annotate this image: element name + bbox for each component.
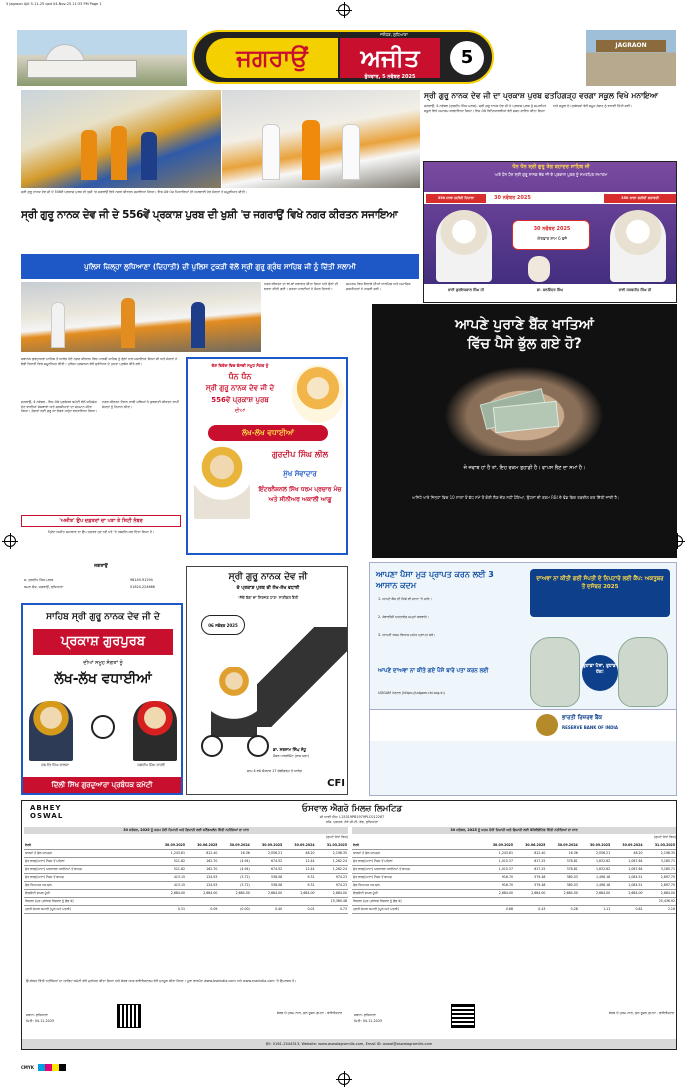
ad-gurdeep-name: ਸ੍ਰੀ ਗੁਰੂ ਨਾਨਕ ਦੇਵ ਜੀ ਦੇ bbox=[205, 384, 275, 392]
table-cell-value: 1,015.37 bbox=[482, 865, 514, 873]
ad-cfi-date: 06 ਨਵੰਬਰ 2025 bbox=[201, 615, 245, 635]
ad-cfi-logo: CFI bbox=[327, 778, 345, 789]
table-cell-value: 674.52 bbox=[251, 857, 283, 865]
table-cell-value: 1,243.81 bbox=[154, 849, 186, 857]
table-cell-label: ਇਕੁਇਟੀ ਸ਼ੇਅਰ ਪੂੰਜੀ bbox=[24, 889, 154, 897]
money-bag-icon bbox=[530, 637, 580, 707]
table-cell-value: 2,684.00 bbox=[482, 889, 514, 897]
cmyk-color-bar bbox=[21, 1064, 121, 1071]
results-header-period: 30.09.2025 bbox=[154, 841, 186, 849]
ad-rbi-bank-en: RESERVE BANK OF INDIA bbox=[562, 725, 618, 730]
ad-rbi-steps bbox=[369, 562, 677, 796]
table-cell-value: 2,684.00 bbox=[579, 889, 611, 897]
results-footer: ਫ਼ੋਨ: 0161-2544313, Website: www.oswalagromills.com, Email ID: oswal@oswalagromills.com bbox=[22, 1039, 676, 1049]
office-address: ਕਮਲ ਚੌਕ, ਜਗਰਾਉਂ, ਲੁਧਿਆਣਾ bbox=[24, 585, 64, 589]
results-unit-right: (ਰੁਪਏ ਲੱਖਾਂ ਵਿਚ) bbox=[653, 835, 676, 839]
table-cell-label: ਕਾਰਜਾਂ ਤੋਂ ਕੁੱਲ ਆਮਦਨ bbox=[24, 849, 154, 857]
company-cin: ਸੀ ਆਈ ਐਨ: L15319PB1979PLC012267 bbox=[319, 815, 385, 819]
table-cell-value: 2.16 bbox=[644, 905, 676, 913]
table-cell-value: 413.15 bbox=[154, 881, 186, 889]
print-slug: 5 Jagraon Ajit 5-11-25 qxd 04-Nov-25 11:33 PM Page 1 bbox=[6, 2, 102, 6]
table-cell-value: 413.15 bbox=[154, 873, 186, 881]
main-headline: ਸ੍ਰੀ ਗੁਰੂ ਨਾਨਕ ਦੇਵ ਜੀ ਦੇ 556ਵੇਂ ਪ੍ਰਕਾਸ਼ ਪੁਰਬ ਦੀ ਖੁਸ਼ੀ 'ਚ ਜਗਰਾਉਂ ਵਿਖੇ ਨਗਰ ਕੀਰਤਨ ਸਜਾਇਆ bbox=[21, 209, 398, 221]
qr-code-left bbox=[118, 1005, 140, 1027]
ad-committee-name-left: ਹਰਮੀਤ ਸਿੰਘ ਕਾਲਕਾ bbox=[40, 763, 70, 767]
swatch-magenta bbox=[45, 1064, 52, 1071]
table-cell-value: 2,684.00 bbox=[154, 889, 186, 897]
ad-cfi-title: ਸ੍ਰੀ ਗੁਰੂ ਨਾਨਕ ਦੇਵ ਜੀ bbox=[228, 572, 308, 582]
table-cell-value: 974.23 bbox=[316, 881, 348, 889]
procession-figure bbox=[141, 132, 157, 180]
header-photo-left bbox=[17, 30, 187, 86]
ad-rbi-tagline: ਤੁਹਾਡਾ ਪੈਸਾ, ਤੁਹਾਡਾ ਹੱਕ! bbox=[582, 655, 618, 691]
table-cell-value: 380.03 bbox=[546, 873, 578, 881]
masthead-date: ਬੁੱਧਵਾਰ, 5 ਨਵੰਬਰ 2025 bbox=[364, 74, 416, 80]
ad-gurdeep-top: ਦੇਸ਼ ਵਿਦੇਸ਼ ਵਿਚ ਵੱਸਦੀ ਸਮੂਹ ਸੰਗਤ ਨੂੰ bbox=[211, 363, 269, 368]
results-header-period: 31.03.2025 bbox=[644, 841, 676, 849]
table-cell-label: ਪ੍ਰਤੀ ਸ਼ੇਅਰ ਕਮਾਈ (ਮੂਲ ਅਤੇ ਪਤਲੀ) bbox=[24, 905, 154, 913]
company-logo-line1: ABHEY bbox=[30, 804, 62, 812]
table-cell-value: 2,684.00 bbox=[186, 889, 218, 897]
results-header-period: 30.09.2025 bbox=[579, 841, 611, 849]
table-cell-label: ਇਕੁਇਟੀ ਸ਼ੇਅਰ ਪੂੰਜੀ bbox=[352, 889, 482, 897]
table-cell-value: 1,262.24 bbox=[316, 865, 348, 873]
table-cell-value: 0.40 bbox=[251, 905, 283, 913]
table-cell-value bbox=[251, 897, 283, 905]
table-cell-value: 16.36 bbox=[218, 849, 250, 857]
table-cell-value: 538.08 bbox=[251, 881, 283, 889]
table-cell-value: 12.44 bbox=[283, 857, 315, 865]
table-cell-value: 0.73 bbox=[316, 905, 348, 913]
khanda-emblem-icon bbox=[91, 715, 115, 739]
results-signatory-right: ਬੋਰਡ ਦੇ ਹੁਕਮ ਨਾਲ, ਕੁਲ ਭੂਸ਼ਨ ਗੁਪਤਾ - ਡਾਇਰੈਕਟਰ bbox=[608, 1011, 674, 1015]
left-story-body2: ਜਗਰਾਉਂ, 4 ਨਵੰਬਰ - ਇਸ ਮੌਕੇ ਪ੍ਰਬੰਧਕ ਕਮੇਟੀ ਵੱਲੋਂ ਸਹਿਯੋਗ ਦੇਣ ਵਾਲੀਆਂ ਸੰਸਥਾਵਾਂ ਅਤੇ ਸ਼ਖ਼ਸੀਅਤਾਂ ਦਾ ਸਨਮਾਨ ਕੀਤਾ ਗਿਆ। ਸੰਗਤਾਂ ਲਈ ਗੁਰੂ ਕਾ ਲੰਗਰ ਅਤੁੱਟ ਵਰਤਾਇਆ ਗਿਆ। bbox=[21, 400, 98, 414]
table-cell-label: ਕਾਰਜਾਂ ਤੋਂ ਕੁੱਲ ਆਮਦਨ bbox=[352, 849, 482, 857]
results-header-period: 30.09.2025 bbox=[482, 841, 514, 849]
table-cell-value: 1.11 bbox=[579, 905, 611, 913]
table-cell-value: 1,632.62 bbox=[579, 857, 611, 865]
results-header-particulars: ਵੇਰਵੇ bbox=[24, 841, 154, 849]
table-cell-value: 378.81 bbox=[546, 857, 578, 865]
table-cell-value: 1,087.64 bbox=[611, 865, 643, 873]
table-cell-value: (4.94) bbox=[218, 865, 250, 873]
ad-event bbox=[423, 161, 677, 303]
table-row bbox=[352, 873, 676, 881]
table-cell-value: 0.81 bbox=[611, 905, 643, 913]
results-header-row bbox=[352, 841, 676, 849]
table-cell-value: 1,243.81 bbox=[482, 849, 514, 857]
table-cell-value: 162.70 bbox=[186, 865, 218, 873]
ad-gurdeep-person: ਗੁਰਦੀਪ ਸਿੰਘ ਲੀਲ bbox=[271, 450, 329, 459]
results-header-row bbox=[24, 841, 348, 849]
ad-event-date-left: 30 ਨਵੰਬਰ 2025 bbox=[494, 195, 531, 201]
table-cell-value: 48.20 bbox=[611, 849, 643, 857]
swatch-black bbox=[59, 1064, 66, 1071]
registration-mark-left bbox=[4, 535, 16, 547]
table-cell-value: 15,360.48 bbox=[316, 897, 348, 905]
ad-cfi-road bbox=[257, 627, 347, 727]
ad-cfi-person: ਡਾ. ਸਤਨਾਮ ਸਿੰਘ ਸੰਧੂ bbox=[273, 747, 307, 752]
left-story-body3: ਨਗਰ ਕੀਰਤਨ ਦੌਰਾਨ ਰਾਗੀ ਜਥਿਆਂ ਨੇ ਗੁਰਬਾਣੀ ਕੀਰਤਨ ਰਾਹੀਂ ਸੰਗਤਾਂ ਨੂੰ ਨਿਹਾਲ ਕੀਤਾ। bbox=[102, 400, 179, 409]
ad-rbi-camp-box: ਦਾਅਵਾ ਨਾ ਕੀਤੀ ਗਈ ਸੰਪਤੀ ਦੇ ਨਿਪਟਾਰੇ ਲਈ ਕੈਂਪ: ਅਕਤੂਬਰ ਤੋਂ ਦਸੰਬਰ 2025 bbox=[530, 569, 670, 617]
city-gate-sign: JAGRAON bbox=[596, 40, 666, 52]
ad-committee-name-right: ਜਗਦੀਪ ਸਿੰਘ ਕਾਹਲੋਂ bbox=[137, 763, 165, 767]
ad-rbi-sub: ਜੇ ਜਵਾਬ ਹਾਂ ਹੈ ਤਾਂ, ਇਹ ਰਕਮ ਤੁਹਾਡੀ ਹੈ। ਵਾਪਸ ਲੈਣ ਦਾ ਸਮਾਂ ਹੈ। bbox=[463, 465, 586, 471]
ad-event-header2: ਅਤੇ ਧੰਨ ਧੰਨ ਸ੍ਰੀ ਗੁਰੂ ਨਾਨਕ ਦੇਵ ਜੀ ਦੇ ਪ੍ਰਕਾਸ਼ ਪੁਰਬ ਨੂੰ ਸਮਰਪਿਤ ਸਮਾਗਮ bbox=[494, 172, 608, 177]
office-phone: 01624-224666 bbox=[130, 585, 155, 589]
masthead-edition: ਜਲੰਧਰ, ਲੁਧਿਆਣਾ bbox=[380, 32, 408, 37]
table-cell-value: 617.25 bbox=[514, 857, 546, 865]
table-cell-value: 162.70 bbox=[186, 857, 218, 865]
table-cell-value: 2,056.21 bbox=[251, 849, 283, 857]
table-row bbox=[24, 889, 348, 897]
table-cell-value: 124.93 bbox=[186, 873, 218, 881]
top-right-body: ਜਗਰਾਉਂ, 4 ਨਵੰਬਰ (ਗੁਰਦੀਪ ਸਿੰਘ ਮਲਕ)- ਸ੍ਰੀ ਗੁਰੂ ਨਾਨਕ ਦੇਵ ਜੀ ਦੇ ਪ੍ਰਕਾਸ਼ ਪੁਰਬ ਨੂੰ ਸਮਰਪਿਤ ਸਕੂਲ ਵਿਖੇ ਸਮਾਗਮ ਕਰਵਾਇਆ ਗਿਆ। ਇਸ ਮੌਕੇ ਵਿਦਿਆਰਥੀਆਂ ਵੱਲੋਂ ਸ਼ਬਦ ਗਾਇਨ ਕੀਤਾ ਗਿਆ ਅਤੇ ਸਕੂਲ ਦੇ ਪ੍ਰਬੰਧਕਾਂ ਵੱਲੋਂ ਸਮੂਹ ਸੰਗਤ ਨੂੰ ਵਧਾਈ ਦਿੱਤੀ ਗਈ। bbox=[424, 104, 633, 113]
ad-gurdeep-purab: 556ਵੇਂ ਪ੍ਰਕਾਸ਼ ਪੁਰਬ bbox=[211, 396, 269, 404]
results-place-right: ਸਥਾਨ: ਲੁਧਿਆਣਾ bbox=[354, 1013, 377, 1017]
main-col-c: ਸਮਾਗਮ ਵਿਚ ਇਲਾਕੇ ਦੀਆਂ ਧਾਰਮਿਕ ਅਤੇ ਸਮਾਜਿਕ ਸ਼ਖ਼ਸੀਅਤਾਂ ਨੇ ਹਾਜ਼ਰੀ ਭਰੀ। bbox=[346, 282, 411, 291]
table-row bbox=[352, 905, 676, 913]
ad-rbi-top bbox=[372, 304, 677, 558]
procession-figure bbox=[111, 126, 127, 180]
table-cell-value: 25,436.92 bbox=[644, 897, 676, 905]
table-cell-value: 2,684.00 bbox=[546, 889, 578, 897]
results-header-period: 30.09.2024 bbox=[283, 841, 315, 849]
table-cell-value: 378.81 bbox=[546, 865, 578, 873]
ad-committee bbox=[21, 603, 183, 795]
table-cell-value bbox=[611, 897, 643, 905]
ad-event-person-left: ਭਾਈ ਗੁਰਇਕਬਾਲ ਸਿੰਘ ਜੀ bbox=[448, 288, 484, 292]
ad-rbi-step3: 3. ਆਪਣੀ ਰਕਮ ਵਿਆਜ ਸਮੇਤ ਪ੍ਰਾਪਤ ਕਰੋ। bbox=[378, 633, 436, 637]
table-cell-value: 2,684.00 bbox=[316, 889, 348, 897]
registration-mark-bottom bbox=[338, 1073, 350, 1085]
results-header-period: 30.09.2024 bbox=[546, 841, 578, 849]
table-row bbox=[352, 865, 676, 873]
ad-event-person-mid: ਡਾ. ਬਲਵਿੰਦਰ ਸਿੰਘ bbox=[536, 288, 564, 292]
results-table-right bbox=[352, 841, 676, 914]
table-cell-value: 579.48 bbox=[514, 881, 546, 889]
company-name: ਓਸਵਾਲ ਐਗਰੋ ਮਿਲਜ਼ ਲਿਮਟਿਡ bbox=[302, 804, 402, 814]
ad-gurdeep-org: ਇੰਟਰਨੈਸ਼ਨਲ ਸਿੱਖ ਧਰਮ ਪ੍ਰਚਾਰ ਮੰਚ ਅਤੇ ਸੀਨੀਅਰ ਅਕਾਲੀ ਆਗੂ bbox=[258, 486, 342, 503]
table-cell-value: 0.43 bbox=[514, 905, 546, 913]
results-date-right: ਮਿਤੀ: 04.11.2025 bbox=[354, 1019, 383, 1023]
ad-event-center-box bbox=[512, 220, 590, 250]
main-photo-caption: ਸ੍ਰੀ ਗੁਰੂ ਨਾਨਕ ਦੇਵ ਜੀ ਦੇ 556ਵੇਂ ਪ੍ਰਕਾਸ਼ ਪੁਰਬ ਦੀ ਖੁਸ਼ੀ 'ਚ ਜਗਰਾਉਂ ਵਿਖੇ ਨਗਰ ਕੀਰਤਨ ਸਜਾਇਆ ਗਿਆ। ਇਸ ਮੌਕੇ ਪੰਜ ਪਿਆਰਿਆਂ ਦੀ ਅਗਵਾਈ ਹੇਠ ਸੰਗਤਾਂ ਨੇ ਸ਼ਮੂਲੀਅਤ ਕੀਤੀ। bbox=[21, 190, 248, 194]
table-cell-value: 812.40 bbox=[186, 849, 218, 857]
company-logo-line2: OSWAL bbox=[30, 812, 64, 820]
table-cell-value: 1,496.18 bbox=[579, 873, 611, 881]
table-cell-value: 2,198.35 bbox=[316, 849, 348, 857]
ad-event-center-date: 30 ਨਵੰਬਰ 2025 bbox=[533, 226, 571, 232]
ad-committee-photo-left bbox=[29, 701, 73, 761]
ad-committee-photo-right bbox=[133, 701, 177, 761]
ad-rbi-claim-title: ਆਪਣੇ ਦਾਅਵਾ ਨਾ ਕੀਤੇ ਗਏ ਪੈਸੇ ਬਾਰੇ ਪਤਾ ਕਰਨ ਲਈ bbox=[378, 668, 489, 674]
table-cell-value: 124.93 bbox=[186, 881, 218, 889]
ad-committee-title: ਸਾਹਿਬ ਸ੍ਰੀ ਗੁਰੂ ਨਾਨਕ ਦੇਵ ਜੀ ਦੇ bbox=[46, 612, 160, 622]
ad-event-names-band bbox=[424, 284, 677, 303]
table-row bbox=[24, 857, 348, 865]
ad-committee-footer: ਦਿੱਲੀ ਸਿੱਖ ਗੁਰਦੁਆਰਾ ਪ੍ਰਬੰਧਕ ਕਮੇਟੀ bbox=[23, 777, 181, 793]
table-row bbox=[352, 897, 676, 905]
results-notes: ਉਪਰੋਕਤ ਵਿੱਤੀ ਨਤੀਜਿਆਂ ਦਾ ਆਡਿਟ ਕਮੇਟੀ ਵੱਲੋਂ ਮੁਲਾਂਕਣ ਕੀਤਾ ਗਿਆ ਅਤੇ ਬੋਰਡ ਆਫ਼ ਡਾਇਰੈਕਟਰਜ਼ ਵੱਲੋਂ ਮਨਜ਼ੂਰ ਕੀਤਾ ਗਿਆ। ਪੂਰਾ ਫਾਰਮੈਟ www.bseindia.com ਅਤੇ www.nseindia.com 'ਤੇ ਉਪਲਬਧ ਹੈ। bbox=[26, 979, 297, 983]
bicycle-wheel bbox=[247, 735, 269, 757]
table-cell-value: 2,684.00 bbox=[644, 889, 676, 897]
table-cell-value bbox=[514, 897, 546, 905]
table-row bbox=[24, 897, 348, 905]
table-cell-value: 0.31 bbox=[154, 905, 186, 913]
results-header-period: 30.09.2024 bbox=[611, 841, 643, 849]
table-cell-value: 0.09 bbox=[186, 905, 218, 913]
results-header-period: 31.03.2025 bbox=[316, 841, 348, 849]
banknote bbox=[493, 401, 559, 434]
table-cell-label: ਕੁੱਲ ਵਿਆਪਕ ਆਮਦਨ bbox=[352, 881, 482, 889]
table-cell-value: 2,684.00 bbox=[283, 889, 315, 897]
table-row bbox=[24, 905, 348, 913]
results-header-particulars: ਵੇਰਵੇ bbox=[352, 841, 482, 849]
ad-rbi-hand-photo bbox=[444, 366, 604, 456]
ad-event-header1: ਧੰਨ ਧੰਨ ਸ੍ਰੀ ਗੁਰੂ ਤੇਗ ਬਹਾਦਰ ਸਾਹਿਬ ਜੀ bbox=[512, 164, 590, 170]
ad-committee-sub: ਦੀਆਂ ਸਮੂਹ ਸੰਗਤਾਂ ਨੂੰ bbox=[83, 660, 123, 666]
table-cell-value: 1,084.51 bbox=[611, 881, 643, 889]
results-title-right: 30 ਸਤੰਬਰ, 2025 ਨੂੰ ਖ਼ਤਮ ਹੋਈ ਤਿਮਾਹੀ ਅਤੇ ਛਿਮਾਹੀ ਲਈ ਕੰਸੋਲੀਡੇਟਿਡ ਵਿੱਤੀ ਨਤੀਜਿਆਂ ਦਾ ਸਾਰ bbox=[352, 827, 676, 834]
main-col-b: ਨਗਰ ਕੀਰਤਨ ਦਾ ਥਾਂ-ਥਾਂ ਸਵਾਗਤ ਕੀਤਾ ਗਿਆ ਅਤੇ ਫੁੱਲਾਂ ਦੀ ਵਰਖਾ ਕੀਤੀ ਗਈ। ਗਤਕਾ ਪਾਰਟੀਆਂ ਨੇ ਜੌਹਰ ਦਿਖਾਏ। bbox=[264, 282, 338, 291]
office-city: ਜਗਰਾਉਂ bbox=[94, 564, 108, 569]
results-place-left: ਸਥਾਨ: ਲੁਧਿਆਣਾ bbox=[26, 1013, 49, 1017]
table-cell-value: (3.72) bbox=[218, 873, 250, 881]
table-cell-value: (3.72) bbox=[218, 881, 250, 889]
company-address: ਰਜਿ. ਦਫ਼ਤਰ: ਨੇੜੇ ਜੀ.ਟੀ. ਰੋਡ, ਲੁਧਿਆਣਾ bbox=[325, 820, 379, 824]
table-cell-label: ਰਿਜ਼ਰਵ (ਮੁੜ ਮੁਲਾਂਕਣ ਰਿਜ਼ਰਵ ਨੂੰ ਛੱਡ ਕੇ) bbox=[24, 897, 154, 905]
swatch-cyan bbox=[38, 1064, 45, 1071]
results-signatory-left: ਬੋਰਡ ਦੇ ਹੁਕਮ ਨਾਲ, ਕੁਲ ਭੂਸ਼ਨ ਗੁਪਤਾ - ਡਾਇਰੈਕਟਰ bbox=[276, 1011, 342, 1015]
office-banner: 'ਅਜੀਤ' ਉਪ ਦਫ਼ਤਰਾਂ ਦਾ ਪਤਾ ਤੇ ਸਿਟੀ ਨੰਬਰ bbox=[21, 515, 181, 527]
table-cell-value: 1,015.37 bbox=[482, 857, 514, 865]
ad-cfi-line3: "ਸੱਚੇ ਰੱਬਾ ਦਾ ਸਿਰਜਣ ਹਾਰ" ਸਾਈਕਲ ਰੈਲੀ bbox=[237, 595, 299, 600]
ad-cfi-footer: ਸ਼ਾਮ 4 ਵਜੇ ਸੈਕਟਰ 17 ਚੰਡੀਗੜ੍ਹ ਤੋਂ ਆਰੰਭ bbox=[247, 769, 302, 773]
police-salute-photo bbox=[21, 282, 261, 352]
table-cell-value bbox=[186, 897, 218, 905]
ad-rbi-headline1: ਆਪਣੇ ਪੁਰਾਣੇ ਬੈਂਕ ਖਾਤਿਆਂ bbox=[455, 317, 594, 333]
money-bag-icon bbox=[618, 637, 668, 707]
ad-gurdeep-guru-portrait bbox=[292, 365, 344, 423]
table-cell-value: 16.36 bbox=[546, 849, 578, 857]
table-cell-value: 2,897.70 bbox=[644, 873, 676, 881]
table-cell-value: (0.00) bbox=[218, 905, 250, 913]
procession-figure bbox=[191, 302, 205, 348]
ad-committee-purab: ਪ੍ਰਕਾਸ਼ ਗੁਰਪੁਰਬ bbox=[33, 629, 173, 655]
table-cell-value: 12.44 bbox=[283, 865, 315, 873]
office-note: ਪ੍ਰਿੰਟ ਅਜੀਤ ਸਮਾਚਾਰ ਦਾ ਉਪ ਦਫ਼ਤਰ ਹੁਣ ਨਵੇਂ ਪਤੇ 'ਤੇ ਤਬਦੀਲ ਕਰ ਦਿੱਤਾ ਗਿਆ ਹੈ। bbox=[47, 530, 155, 534]
table-cell-label: ਸ਼ੁੱਧ ਲਾਭ/(ਘਾਟਾ) ਟੈਕਸ ਤੋਂ ਪਹਿਲਾਂ bbox=[24, 857, 154, 865]
table-cell-value: 2,198.35 bbox=[644, 849, 676, 857]
table-cell-value: 2,684.00 bbox=[218, 889, 250, 897]
procession-figure bbox=[121, 298, 135, 348]
results-table-left bbox=[24, 841, 348, 914]
ad-rbi-steps-title: ਆਪਣਾ ਪੈਸਾ ਮੁੜ ਪ੍ਰਾਪਤ ਕਰਨ ਲਈ 3 ਆਸਾਨ ਕਦਮ bbox=[376, 570, 494, 590]
results-header-period: 30.06.2025 bbox=[186, 841, 218, 849]
ad-rbi-step1: 1. ਆਪਣੇ ਬੈਂਕ ਦੀ ਕਿਸੇ ਵੀ ਸ਼ਾਖਾ 'ਤੇ ਜਾਓ। bbox=[378, 597, 432, 601]
rbi-emblem-icon bbox=[536, 714, 558, 736]
results-header-period: 30.06.2025 bbox=[514, 841, 546, 849]
table-row bbox=[24, 881, 348, 889]
table-row bbox=[24, 873, 348, 881]
table-cell-value: 511.82 bbox=[154, 857, 186, 865]
table-cell-value: 579.48 bbox=[514, 873, 546, 881]
table-cell-value: 2,897.70 bbox=[644, 881, 676, 889]
table-cell-value: 9.31 bbox=[283, 881, 315, 889]
page-number: 5 bbox=[450, 41, 484, 75]
masthead bbox=[192, 30, 494, 84]
ad-rbi-para: ਅਜਿਹੇ ਖਾਤੇ ਜਿਨ੍ਹਾਂ ਵਿਚ 10 ਸਾਲਾਂ ਤੋਂ ਵੱਧ ਸਮੇਂ ਤੋਂ ਕੋਈ ਲੈਣ-ਦੇਣ ਨਹੀਂ ਹੋਇਆ, ਉਹਨਾਂ ਦੀ ਰਕਮ RBI ਦੇ ਫੰਡ ਵਿਚ ਤਬਦੀਲ ਕਰ ਦਿੱਤੀ ਜਾਂਦੀ ਹੈ। bbox=[412, 495, 620, 500]
ad-cfi-person-role: ਮੈਂਬਰ ਪਾਰਲੀਮੈਂਟ (ਰਾਜ ਸਭਾ) bbox=[273, 754, 309, 758]
ad-gurdeep bbox=[186, 357, 348, 555]
table-cell-value: 2,684.00 bbox=[611, 889, 643, 897]
ad-rbi-step2: 2. ਕੇਵਾਈਸੀ ਦਸਤਾਵੇਜ਼ ਜਮ੍ਹਾਂ ਕਰਵਾਓ। bbox=[378, 615, 430, 619]
table-cell-value: 9.31 bbox=[283, 873, 315, 881]
table-cell-value: 1,087.64 bbox=[611, 857, 643, 865]
table-cell-value: 1,496.18 bbox=[579, 881, 611, 889]
bicycle-icon bbox=[201, 735, 271, 757]
table-cell-value bbox=[154, 897, 186, 905]
ad-event-tag-right: 350 ਸਾਲਾ ਸ਼ਹੀਦੀ ਸ਼ਤਾਬਦੀ bbox=[604, 194, 676, 203]
table-cell-label: ਸ਼ੁੱਧ ਲਾਭ/(ਘਾਟਾ) ਟੈਕਸ ਤੋਂ ਬਾਅਦ bbox=[352, 873, 482, 881]
table-cell-value: 1,262.24 bbox=[316, 857, 348, 865]
table-cell-value: 916.70 bbox=[482, 881, 514, 889]
ad-gurdeep-dian: ਦੀਆਂ bbox=[234, 408, 246, 414]
procession-figure bbox=[262, 124, 280, 180]
results-date-left: ਮਿਤੀ: 04.11.2025 bbox=[26, 1019, 55, 1023]
ad-event-center-text: ਐਤਵਾਰ ਸ਼ਾਮ 6 ਵਜੇ bbox=[536, 236, 568, 241]
table-cell-value bbox=[546, 897, 578, 905]
results-header-period: 30.09.2025 bbox=[251, 841, 283, 849]
table-row bbox=[352, 857, 676, 865]
swatch-yellow bbox=[52, 1064, 59, 1071]
ad-event-person-right-photo bbox=[610, 210, 666, 282]
table-cell-value: 916.70 bbox=[482, 873, 514, 881]
masthead-logo-left: ਜਗਰਾਉਂ bbox=[206, 38, 338, 78]
table-row bbox=[24, 849, 348, 857]
ad-cfi-person-photo bbox=[211, 667, 257, 737]
table-cell-value: 812.40 bbox=[514, 849, 546, 857]
ad-rbi-url: UDGAM ਪੋਰਟਲ (https://udgam.rbi.org.in) bbox=[378, 691, 445, 695]
table-cell-value: 0.01 bbox=[283, 905, 315, 913]
table-row bbox=[352, 849, 676, 857]
nagar-kirtan-photo-1 bbox=[21, 90, 221, 188]
cmyk-label: CMYK bbox=[21, 1065, 34, 1070]
table-cell-label: ਸ਼ੁੱਧ ਲਾਭ/(ਘਾਟਾ) ਟੈਕਸ ਤੋਂ ਪਹਿਲਾਂ bbox=[352, 857, 482, 865]
table-cell-value: 538.08 bbox=[251, 873, 283, 881]
procession-figure bbox=[51, 302, 65, 348]
procession-figure bbox=[342, 124, 360, 180]
table-cell-value bbox=[482, 897, 514, 905]
table-cell-value: 3,185.71 bbox=[644, 865, 676, 873]
table-cell-label: ਰਿਜ਼ਰਵ (ਮੁੜ ਮੁਲਾਂਕਣ ਰਿਜ਼ਰਵ ਨੂੰ ਛੱਡ ਕੇ) bbox=[352, 897, 482, 905]
table-cell-value: 2,056.21 bbox=[579, 849, 611, 857]
header-photo-right bbox=[586, 30, 676, 86]
masthead-logo-right: ਅਜੀਤ bbox=[340, 38, 440, 78]
table-cell-value: 380.03 bbox=[546, 881, 578, 889]
table-cell-value: 1,632.62 bbox=[579, 865, 611, 873]
table-row bbox=[24, 865, 348, 873]
ad-rbi-headline2: ਵਿੱਚ ਪੈਸੇ ਭੁੱਲ ਗਏ ਹੋ? bbox=[467, 336, 582, 352]
table-cell-label: ਕੁੱਲ ਵਿਆਪਕ ਆਮਦਨ bbox=[24, 881, 154, 889]
results-title-left: 30 ਸਤੰਬਰ, 2025 ਨੂੰ ਖ਼ਤਮ ਹੋਈ ਤਿਮਾਹੀ ਅਤੇ ਛਿਮਾਹੀ ਲਈ ਸਟੈਂਡਅਲੋਨ ਵਿੱਤੀ ਨਤੀਜਿਆਂ ਦਾ ਸਾਰ bbox=[24, 827, 348, 834]
ad-event-tag-left: 350 ਸਾਲਾ ਸ਼ਹੀਦੀ ਦਿਹਾੜਾ bbox=[426, 194, 486, 203]
results-unit-left: (ਰੁਪਏ ਲੱਖਾਂ ਵਿਚ) bbox=[325, 835, 348, 839]
office-contact-name: ਸ. ਗੁਰਦੀਪ ਸਿੰਘ ਮਲਕ bbox=[24, 578, 54, 582]
ad-cfi-sub: ਦੇ ਪ੍ਰਕਾਸ਼ ਪੁਰਬ ਦੀ ਲੱਖ-ਲੱਖ ਵਧਾਈ bbox=[236, 586, 300, 591]
ad-gurdeep-greet: ਲੱਖ-ਲੱਖ ਵਧਾਈਆਂ bbox=[208, 425, 328, 441]
gurdwara-building bbox=[27, 60, 137, 78]
ad-event-person-right: ਭਾਈ ਸਰਬਜੀਤ ਸਿੰਘ ਜੀ bbox=[618, 288, 652, 292]
table-cell-value: (4.94) bbox=[218, 857, 250, 865]
ad-rbi-bank: ਭਾਰਤੀ ਰਿਜ਼ਰਵ ਬੈਂਕ bbox=[562, 715, 603, 721]
table-cell-label: ਸ਼ੁੱਧ ਲਾਭ/(ਘਾਟਾ) ਟੈਕਸ ਤੋਂ ਬਾਅਦ bbox=[24, 873, 154, 881]
qr-code-right bbox=[452, 1005, 474, 1027]
table-cell-value: 0.28 bbox=[546, 905, 578, 913]
table-cell-value: 1,084.51 bbox=[611, 873, 643, 881]
ad-gurdeep-dhan: ਧੰਨ ਧੰਨ bbox=[228, 372, 252, 381]
ad-committee-greet: ਲੱਖ-ਲੱਖ ਵਧਾਈਆਂ bbox=[54, 671, 152, 687]
bicycle-wheel bbox=[201, 735, 223, 757]
table-cell-value: 974.23 bbox=[316, 873, 348, 881]
office-contact-phone: 98149-91294 bbox=[130, 578, 153, 582]
ad-event-person-left-photo bbox=[436, 210, 492, 282]
left-story-body1: ਸਥਾਨਕ ਗੁਰਦੁਆਰਾ ਸਾਹਿਬ ਤੋਂ ਆਰੰਭ ਹੋਏ ਨਗਰ ਕੀਰਤਨ ਵਿਚ ਪਾਲਕੀ ਸਾਹਿਬ ਨੂੰ ਫੁੱਲਾਂ ਨਾਲ ਸਜਾਇਆ ਗਿਆ ਸੀ ਅਤੇ ਸੰਗਤਾਂ ਨੇ ਵੱਡੀ ਗਿਣਤੀ ਵਿਚ ਸ਼ਮੂਲੀਅਤ ਕੀਤੀ। ਪੁਲਿਸ ਪ੍ਰਸ਼ਾਸਨ ਵੱਲੋਂ ਸੁਰੱਖਿਆ ਦੇ ਪੁਖ਼ਤਾ ਪ੍ਰਬੰਧ ਕੀਤੇ ਗਏ। bbox=[21, 357, 178, 366]
ad-gurdeep-person-photo bbox=[194, 447, 250, 519]
nagar-kirtan-photo-2 bbox=[222, 90, 420, 188]
top-right-headline: ਸ੍ਰੀ ਗੁਰੂ ਨਾਨਕ ਦੇਵ ਜੀ ਦਾ ਪ੍ਰਕਾਸ਼ ਪੁਰਬ ਫਤਹਿਗੜ੍ਹ ਵਰਗਾ ਸਕੂਲ ਵਿਖੇ ਮਨਾਇਆ bbox=[424, 91, 659, 100]
table-cell-value bbox=[579, 897, 611, 905]
ad-cfi bbox=[186, 566, 348, 795]
table-cell-value: 3,185.71 bbox=[644, 857, 676, 865]
financial-results bbox=[21, 800, 677, 1050]
ad-event-person-mid-photo bbox=[528, 256, 550, 282]
table-cell-value: 0.68 bbox=[482, 905, 514, 913]
table-cell-value: 511.82 bbox=[154, 865, 186, 873]
table-cell-value: 2,684.00 bbox=[514, 889, 546, 897]
table-cell-value: 48.20 bbox=[283, 849, 315, 857]
procession-figure bbox=[81, 130, 97, 180]
procession-figure bbox=[302, 120, 320, 180]
table-cell-value: 2,684.00 bbox=[251, 889, 283, 897]
main-subheadline: ਪੁਲਿਸ ਜ਼ਿਲ੍ਹਾ ਲੁਧਿਆਣਾ (ਦਿਹਾਤੀ) ਦੀ ਪੁਲਿਸ ਟੁਕੜੀ ਵੱਲੋਂ ਸ੍ਰੀ ਗੁਰੂ ਗ੍ਰੰਥ ਸਾਹਿਬ ਜੀ ਨੂੰ ਦਿੱਤੀ ਸਲਾਮੀ bbox=[21, 254, 419, 279]
table-cell-label: ਸ਼ੁੱਧ ਲਾਭ/(ਘਾਟਾ) ਅਸਧਾਰਨ ਆਈਟਮਾਂ ਤੋਂ ਬਾਅਦ bbox=[352, 865, 482, 873]
table-cell-label: ਪ੍ਰਤੀ ਸ਼ੇਅਰ ਕਮਾਈ (ਮੂਲ ਅਤੇ ਪਤਲੀ) bbox=[352, 905, 482, 913]
table-row bbox=[352, 889, 676, 897]
table-row bbox=[352, 881, 676, 889]
ad-gurdeep-role: ਮੁੱਖ ਸੇਵਾਦਾਰ bbox=[283, 470, 317, 478]
registration-mark-top bbox=[338, 4, 350, 16]
table-cell-label: ਸ਼ੁੱਧ ਲਾਭ/(ਘਾਟਾ) ਅਸਧਾਰਨ ਆਈਟਮਾਂ ਤੋਂ ਬਾਅਦ bbox=[24, 865, 154, 873]
table-cell-value: 617.25 bbox=[514, 865, 546, 873]
table-cell-value bbox=[283, 897, 315, 905]
table-cell-value: 674.52 bbox=[251, 865, 283, 873]
table-cell-value bbox=[218, 897, 250, 905]
results-header-period: 30.09.2024 bbox=[218, 841, 250, 849]
